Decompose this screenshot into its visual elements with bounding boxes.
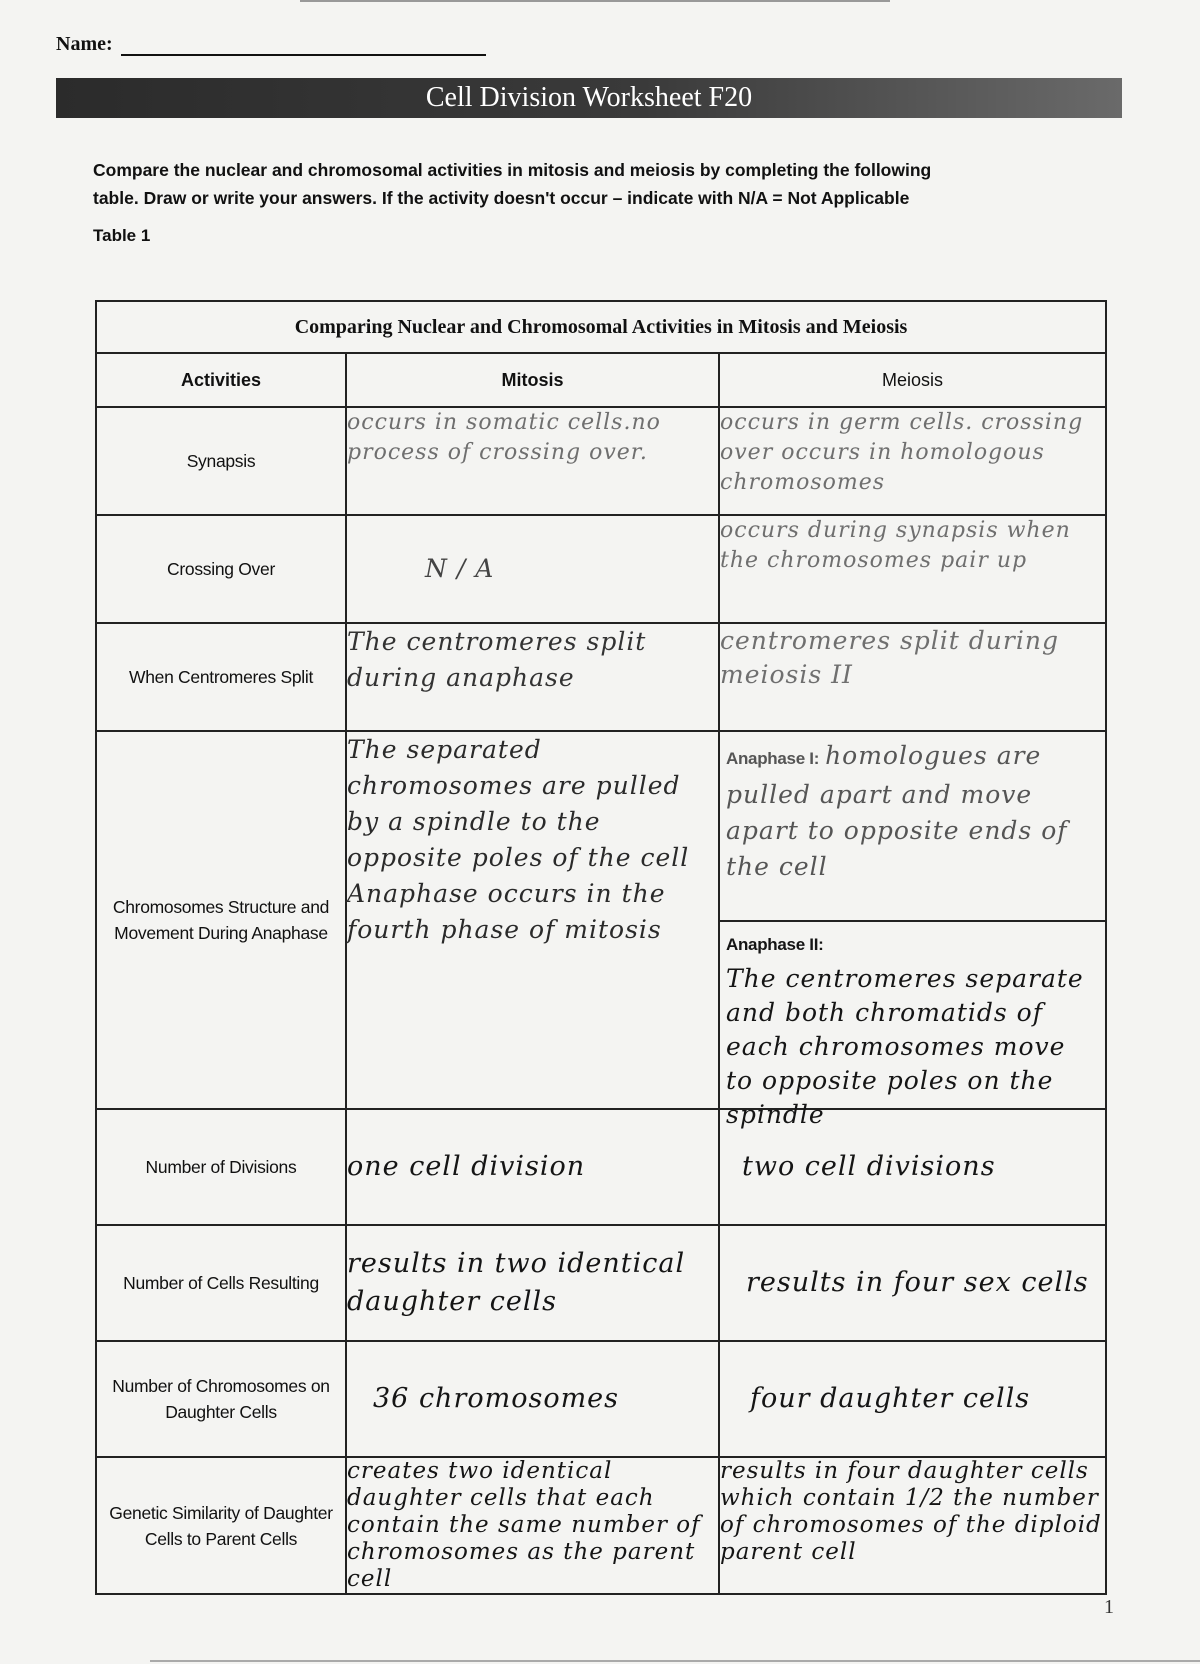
meiosis-crossing-over-answer[interactable]: occurs during synapsis when the chromosomes pair up	[719, 515, 1106, 623]
header-activities: Activities	[96, 353, 346, 407]
bottom-edge-rule	[150, 1660, 1200, 1662]
row-label-crossing-over: Crossing Over	[96, 515, 346, 623]
anaphase-1-box[interactable]	[720, 732, 1105, 922]
meiosis-chromosomes-answer[interactable]: four daughter cells	[719, 1341, 1106, 1457]
anaphase-1-label: Anaphase I:	[726, 749, 820, 768]
table-caption: Comparing Nuclear and Chromosomal Activities in Mitosis and Meiosis	[96, 301, 1106, 353]
instructions-line-2: table. Draw or write your answers. If the activity doesn't occur – indicate with N/A = Not Applicable	[93, 188, 910, 208]
table-label: Table 1	[93, 226, 151, 245]
instructions	[93, 156, 1053, 212]
mitosis-crossing-over-answer[interactable]: N / A	[346, 515, 719, 623]
page-number: 1	[1104, 1596, 1114, 1618]
header-mitosis: Mitosis	[346, 353, 719, 407]
mitosis-centromeres-answer[interactable]: The centromeres split during anaphase	[346, 623, 719, 731]
mitosis-anaphase-answer[interactable]: The separated chromosomes are pulled by a spindle to the opposite poles of the cell Anaphase occurs in the fourth phase of mitosis	[346, 731, 719, 1109]
table-row	[96, 1457, 1106, 1594]
table-row	[96, 731, 1106, 1109]
row-label-divisions: Number of Divisions	[96, 1109, 346, 1225]
anaphase-2-label: Anaphase II:	[726, 935, 824, 954]
row-label-synapsis: Synapsis	[96, 407, 346, 515]
table-header-row	[96, 353, 1106, 407]
mitosis-synapsis-answer[interactable]: occurs in somatic cells.no process of crossing over.	[346, 407, 719, 515]
meiosis-centromeres-answer[interactable]: centromeres split during meiosis II	[719, 623, 1106, 731]
mitosis-genetic-answer[interactable]: creates two identical daughter cells that each contain the same number of chromosomes as the parent cell	[346, 1457, 719, 1594]
name-label: Name:	[56, 33, 113, 55]
row-label-centromeres: When Centromeres Split	[96, 623, 346, 731]
meiosis-genetic-answer[interactable]: results in four daughter cells which contain 1/2 the number of chromosomes of the diploid parent cell	[719, 1457, 1106, 1594]
table-row	[96, 1341, 1106, 1457]
table-row	[96, 1109, 1106, 1225]
instructions-line-1: Compare the nuclear and chromosomal activities in mitosis and meiosis by completing the following	[93, 160, 932, 180]
mitosis-divisions-answer[interactable]: one cell division	[346, 1109, 719, 1225]
meiosis-divisions-answer[interactable]: two cell divisions	[719, 1109, 1106, 1225]
worksheet-title: Cell Division Worksheet F20	[56, 78, 1122, 118]
meiosis-cells-resulting-answer[interactable]: results in four sex cells	[719, 1225, 1106, 1341]
top-edge-rule	[300, 0, 890, 2]
anaphase-1-answer: homologues are pulled apart and move apart to opposite ends of the cell	[726, 741, 1068, 881]
comparison-table	[95, 300, 1107, 1595]
mitosis-chromosomes-answer[interactable]: 36 chromosomes	[346, 1341, 719, 1457]
table-row	[96, 623, 1106, 731]
row-label-anaphase: Chromosomes Structure and Movement During Anaphase	[96, 731, 346, 1109]
table-row	[96, 515, 1106, 623]
meiosis-anaphase-cell	[719, 731, 1106, 1129]
meiosis-synapsis-answer[interactable]: occurs in germ cells. crossing over occurs in homologous chromosomes	[719, 407, 1106, 515]
table-caption-row	[96, 301, 1106, 353]
header-meiosis: Meiosis	[719, 353, 1106, 407]
anaphase-2-answer: The centromeres separate and both chromatids of each chromosomes move to opposite poles on the spindle	[726, 964, 1084, 1129]
name-row	[56, 32, 486, 56]
table-row	[96, 407, 1106, 515]
table-row	[96, 1225, 1106, 1341]
row-label-cells-resulting: Number of Cells Resulting	[96, 1225, 346, 1341]
row-label-chromosomes: Number of Chromosomes on Daughter Cells	[96, 1341, 346, 1457]
anaphase-2-box[interactable]	[720, 922, 1105, 1129]
mitosis-cells-resulting-answer[interactable]: results in two identical daughter cells	[346, 1225, 719, 1341]
name-field-line[interactable]	[121, 32, 486, 56]
row-label-genetic: Genetic Similarity of Daughter Cells to Parent Cells	[96, 1457, 346, 1594]
